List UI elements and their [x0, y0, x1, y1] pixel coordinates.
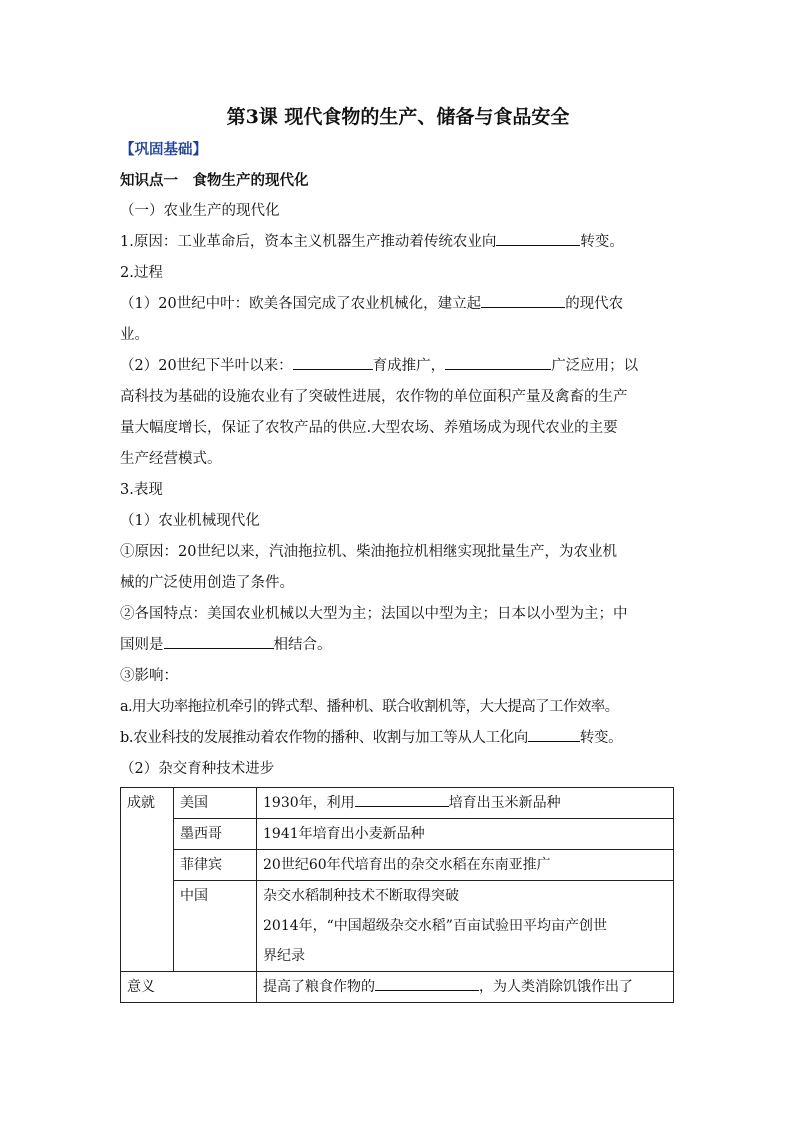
table-row [121, 819, 674, 850]
fill-blank[interactable] [375, 973, 479, 991]
fill-blank[interactable] [164, 631, 274, 649]
paragraph-process-heading: 2.过程 [120, 265, 163, 281]
paragraph-performance-heading: 3.表现 [120, 482, 163, 498]
fill-blank[interactable] [355, 789, 449, 807]
text: 业。 [120, 327, 149, 343]
text: 培育出玉米新品种 [448, 795, 561, 811]
text: 界纪录 [263, 948, 305, 964]
text: 广泛应用；以 [551, 358, 639, 374]
fill-blank[interactable] [445, 352, 551, 370]
text: （2）20世纪下半叶以来： [120, 358, 293, 374]
subsection-hybrid-breeding: （2）杂交育种技术进步 [120, 761, 275, 777]
subsection-heading: （一）农业生产的现代化 [120, 203, 280, 219]
detail-cell [257, 788, 674, 819]
fill-blank[interactable] [528, 724, 580, 742]
fill-blank[interactable] [481, 290, 565, 308]
text: 育成推广， [372, 358, 446, 374]
table-row [121, 881, 674, 972]
text: 国则是 [120, 637, 164, 653]
fill-blank[interactable] [293, 352, 373, 370]
paragraph-process-1 [120, 289, 676, 320]
table-row [121, 972, 674, 1003]
paragraph-tech-impact [120, 723, 676, 754]
country-cell: 中国 [174, 881, 257, 972]
paragraph-country-features [120, 630, 676, 661]
text: 1.原因：工业革命后，资本主义机器生产推动着传统农业向 [120, 234, 497, 250]
country-cell: 菲律宾 [174, 850, 257, 881]
country-cell: 墨西哥 [174, 819, 257, 850]
achievement-label: 成就 [121, 788, 174, 972]
hybrid-breeding-table [120, 787, 674, 1003]
text: ②各国特点：美国农业机械以大型为主；法国以中型为主；日本以小型为主；中 [120, 606, 628, 622]
section-heading: 【巩固基础】 [120, 141, 207, 158]
text: 杂交水稻制种技术不断取得突破 [263, 888, 459, 904]
page-title: 第3课 现代食物的生产、储备与食品安全 [226, 106, 570, 128]
text: b.农业科技的发展推动着农作物的播种、收割与加工等从人工化向 [120, 730, 528, 746]
detail-cell: 20世纪60年代培育出的杂交水稻在东南亚推广 [257, 850, 674, 881]
text: 1930年，利用 [263, 795, 355, 811]
table-row [121, 850, 674, 881]
text: 转变。 [579, 730, 623, 746]
text: ①原因：20世纪以来，汽油拖拉机、柴油拖拉机相继实现批量生产，为农业机 [120, 544, 617, 560]
text: 提高了粮食作物的 [263, 979, 375, 995]
fill-blank[interactable] [496, 228, 580, 246]
paragraph-cause [120, 227, 676, 258]
subsection-mechanization: （1）农业机械现代化 [120, 513, 260, 529]
text: 量大幅度增长，保证了农牧产品的供应.大型农场、养殖场成为现代农业的主要 [120, 420, 618, 436]
text: 转变。 [580, 234, 624, 250]
detail-cell: 1941年培育出小麦新品种 [257, 819, 674, 850]
text: 的现代农 [565, 296, 624, 312]
meaning-label: 意义 [121, 972, 257, 1003]
table-row [121, 788, 674, 819]
text: ，为人类消除饥饿作出了 [479, 979, 633, 995]
text: 生产经营模式。 [120, 451, 222, 467]
text: a.用大功率拖拉机牵引的铧式犁、播种机、联合收割机等，大大提高了工作效率。 [120, 699, 619, 715]
text: 2014年，“中国超级杂交水稻”百亩试验田平均亩产创世 [263, 918, 607, 934]
country-cell: 美国 [174, 788, 257, 819]
text: 械的广泛使用创造了条件。 [120, 575, 294, 591]
knowledge-point-heading: 知识点一 食物生产的现代化 [120, 172, 309, 189]
document-content [120, 100, 676, 1003]
detail-cell [257, 881, 674, 972]
text: 高科技为基础的设施农业有了突破性进展，农作物的单位面积产量及禽畜的生产 [120, 389, 628, 405]
text: （1）20世纪中叶：欧美各国完成了农业机械化，建立起 [120, 296, 482, 312]
meaning-cell [257, 972, 674, 1003]
text: 相结合。 [273, 637, 332, 653]
text: ③影响： [120, 668, 178, 684]
paragraph-process-2 [120, 351, 676, 382]
